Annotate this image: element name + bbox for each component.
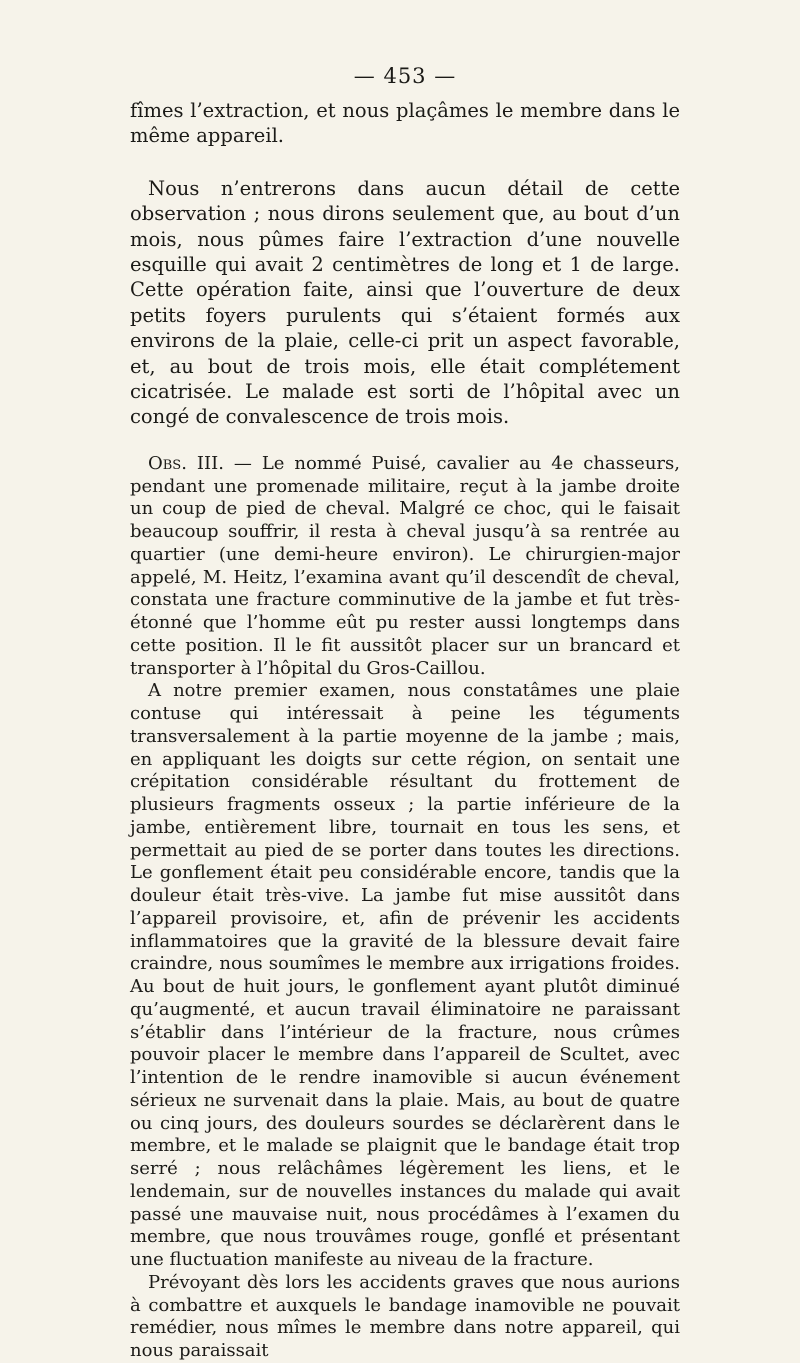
page-number: — 453 — (353, 64, 457, 88)
book-page (130, 62, 680, 1363)
paragraph-first-exam: A notre premier examen, nous constatâmes une plaie contuse qui intéressait à peine les téguments transversalement à la partie moyenne de la jambe ; mais, en appliquant les doigts sur cette région, on sentait une crépitation considérable résultant du frottement de plusieurs fragments osseux ; la partie inférieure de la jambe, entièrement libre, tournait en tous les sens, et permettait au pied de se porter dans toutes les directions. Le gonflement était peu considérable encore, tandis que la douleur était très-vive. La jambe fut mise aussitôt dans l’appareil provisoire, et, afin de prévenir les accidents inflammatoires que la gravité de la blessure devait faire craindre, nous soumîmes le membre aux irrigations froides. Au bout de huit jours, le gonflement ayant plutôt diminué qu’augmenté, et aucun travail éliminatoire ne paraissant s’établir dans l’intérieur de la fracture, nous crûmes pouvoir placer le membre dans l’appareil de Scultet, avec l’intention de le rendre inamovible si aucun événement sérieux ne survenait dans la plaie. Mais, au bout de quatre ou cinq jours, des douleurs sourdes se déclarèrent dans le membre, et le malade se plaignit que le bandage était trop serré ; nous relâchâmes légèrement les liens, et le lendemain, sur de nouvelles instances du malade qui avait passé une mauvaise nuit, nous procédâmes à l’examen du membre, que nous trouvâmes rouge, gonflé et présentant une fluctuation manifeste au niveau de la fracture. (130, 680, 680, 1271)
paragraph-obs-iii (130, 453, 680, 681)
paragraph-observation-summary: Nous n’entrerons dans aucun détail de cette observation ; nous dirons seulement que, au bout d’un mois, nous pûmes faire l’extraction d’une nouvelle esquille qui avait 2 centimètres de long et 1 de large. Cette opération faite, ainsi que l’ouverture de deux petits foyers purulents qui s’étaient formés aux environs de la plaie, celle-ci prit un aspect favorable, et, au bout de trois mois, elle était complétement cicatrisée. Le malade est sorti de l’hôpital avec un congé de convalescence de trois mois. (130, 176, 680, 429)
observation-label: Obs. III. (148, 452, 224, 474)
paragraph-continuation: fîmes l’extraction, et nous plaçâmes le membre dans le même appareil. (130, 99, 680, 148)
paragraph-treatment: Prévoyant dès lors les accidents graves que nous aurions à combattre et auxquels le bandage inamovible ne pouvait remédier, nous mîmes le membre dans notre appareil, qui nous paraissait (130, 1271, 680, 1362)
paragraph-spacer (130, 430, 680, 453)
observation-text: — Le nommé Puisé, cavalier au 4e chasseurs, pendant une promenade militaire, reçut à la jambe droite un coup de pied de cheval. Malgré ce choc, qui le faisait beaucoup souffrir, il resta à cheval jusqu’à sa rentrée au quartier (une demi-heure environ). Le chirurgien-major appelé, M. Heitz, l’examina avant qu’il descendît de cheval, constata une fracture comminutive de la jambe et fut très-étonné que l’homme eût pu rester aussi longtemps dans cette position. Il le fit aussitôt placer sur un brancard et transporter à l’hôpital du Gros-Caillou. (130, 452, 680, 679)
paragraph-spacer (130, 149, 680, 176)
